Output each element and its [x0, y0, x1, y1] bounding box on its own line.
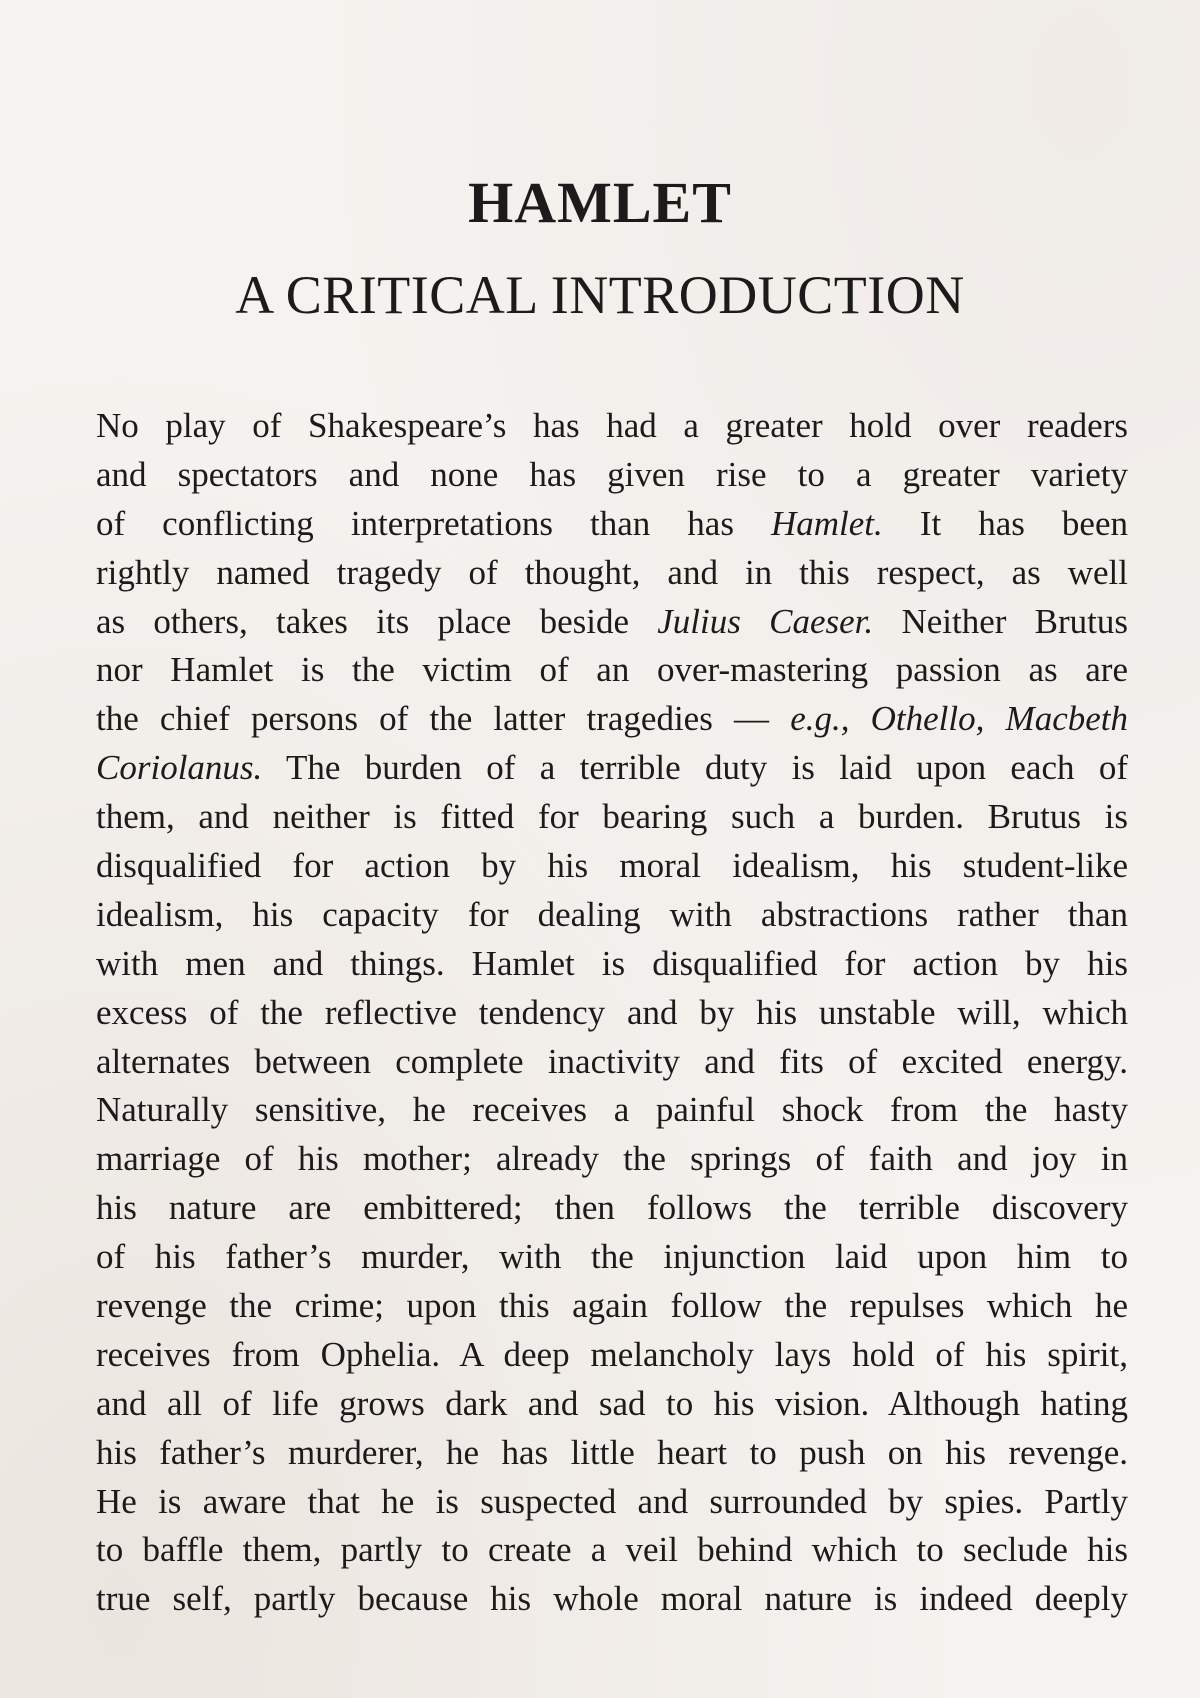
- text-segment: true self, partly because his whole moral nature is indeed deeply: [96, 1579, 1128, 1619]
- text-line: [96, 1233, 1128, 1282]
- text-line: [96, 1380, 1128, 1429]
- text-segment: marriage of his mother; already the springs of faith and joy in: [96, 1139, 1128, 1179]
- text-segment: his nature are embittered; then follows the terrible discovery: [96, 1188, 1128, 1228]
- text-line: [96, 1575, 1128, 1624]
- text-segment: disqualified for action by his moral idealism, his student-like: [96, 846, 1128, 886]
- page-title: HAMLET: [468, 170, 732, 235]
- text-line: [96, 1038, 1128, 1087]
- text-segment: He is aware that he is suspected and surrounded by spies. Partly: [96, 1481, 1128, 1521]
- text-segment: of his father’s murder, with the injunction laid upon him to: [96, 1237, 1128, 1277]
- text-segment: his father’s murderer, he has little heart to push on his revenge.: [96, 1432, 1128, 1472]
- text-segment: excess of the reflective tendency and by his unstable will, which: [96, 992, 1128, 1032]
- text-line: [96, 1429, 1128, 1478]
- text-segment: idealism, his capacity for dealing with abstractions rather than: [96, 894, 1128, 934]
- text-segment: them, and neither is fitted for bearing such a burden. Brutus is: [96, 797, 1128, 837]
- text-segment: No play of Shakespeare’s has had a greater hold over readers: [96, 406, 1128, 445]
- text-line: [96, 1184, 1128, 1233]
- text-line: [96, 1526, 1128, 1575]
- italic-text: Hamlet.: [771, 503, 883, 543]
- text-segment: receives from Ophelia. A deep melancholy lays hold of his spirit,: [96, 1334, 1128, 1374]
- text-segment: of conflicting interpretations than has: [96, 503, 771, 543]
- text-segment: Neither Brutus: [873, 601, 1128, 641]
- text-line: [96, 646, 1128, 695]
- text-line: [96, 451, 1128, 500]
- text-segment: with men and things. Hamlet is disqualified for action by his: [96, 943, 1128, 983]
- text-segment: alternates between complete inactivity and fits of excited energy.: [96, 1041, 1128, 1081]
- text-line: [96, 1478, 1128, 1527]
- text-segment: It has been: [882, 503, 1128, 543]
- body-paragraph: [96, 402, 1128, 1624]
- text-segment: rightly named tragedy of thought, and in this respect, as well: [96, 552, 1128, 592]
- text-segment: and spectators and none has given rise to a greater variety: [96, 454, 1128, 494]
- text-segment: Naturally sensitive, he receives a painful shock from the hasty: [96, 1090, 1128, 1130]
- text-line: [96, 744, 1128, 793]
- text-line: [96, 549, 1128, 598]
- italic-text: Coriolanus.: [96, 748, 263, 788]
- text-line: [96, 940, 1128, 989]
- text-line: [96, 1282, 1128, 1331]
- text-line: [96, 1331, 1128, 1380]
- text-line: [96, 842, 1128, 891]
- text-segment: to baffle them, partly to create a veil behind which to seclude his: [96, 1530, 1128, 1570]
- text-line: [96, 989, 1128, 1038]
- text-segment: and all of life grows dark and sad to his vision. Although hating: [96, 1383, 1128, 1423]
- text-segment: The burden of a terrible duty is laid upon each of: [262, 748, 1128, 788]
- text-segment: revenge the crime; upon this again follow the repulses which he: [96, 1286, 1128, 1326]
- italic-text: e.g., Othello, Macbeth: [790, 699, 1128, 739]
- italic-text: Julius Caeser.: [657, 601, 874, 641]
- text-line: [96, 1135, 1128, 1184]
- text-line: [96, 1086, 1128, 1135]
- text-line: [96, 598, 1128, 647]
- text-line: [96, 500, 1128, 549]
- text-line: [96, 793, 1128, 842]
- text-line: [96, 402, 1128, 451]
- text-segment: as others, takes its place beside: [96, 601, 658, 641]
- text-line: [96, 695, 1128, 744]
- text-segment: nor Hamlet is the victim of an over-mastering passion as are: [96, 650, 1128, 690]
- text-line: [96, 891, 1128, 940]
- text-segment: the chief persons of the latter tragedies —: [96, 699, 791, 739]
- page-subtitle: A CRITICAL INTRODUCTION: [235, 265, 965, 325]
